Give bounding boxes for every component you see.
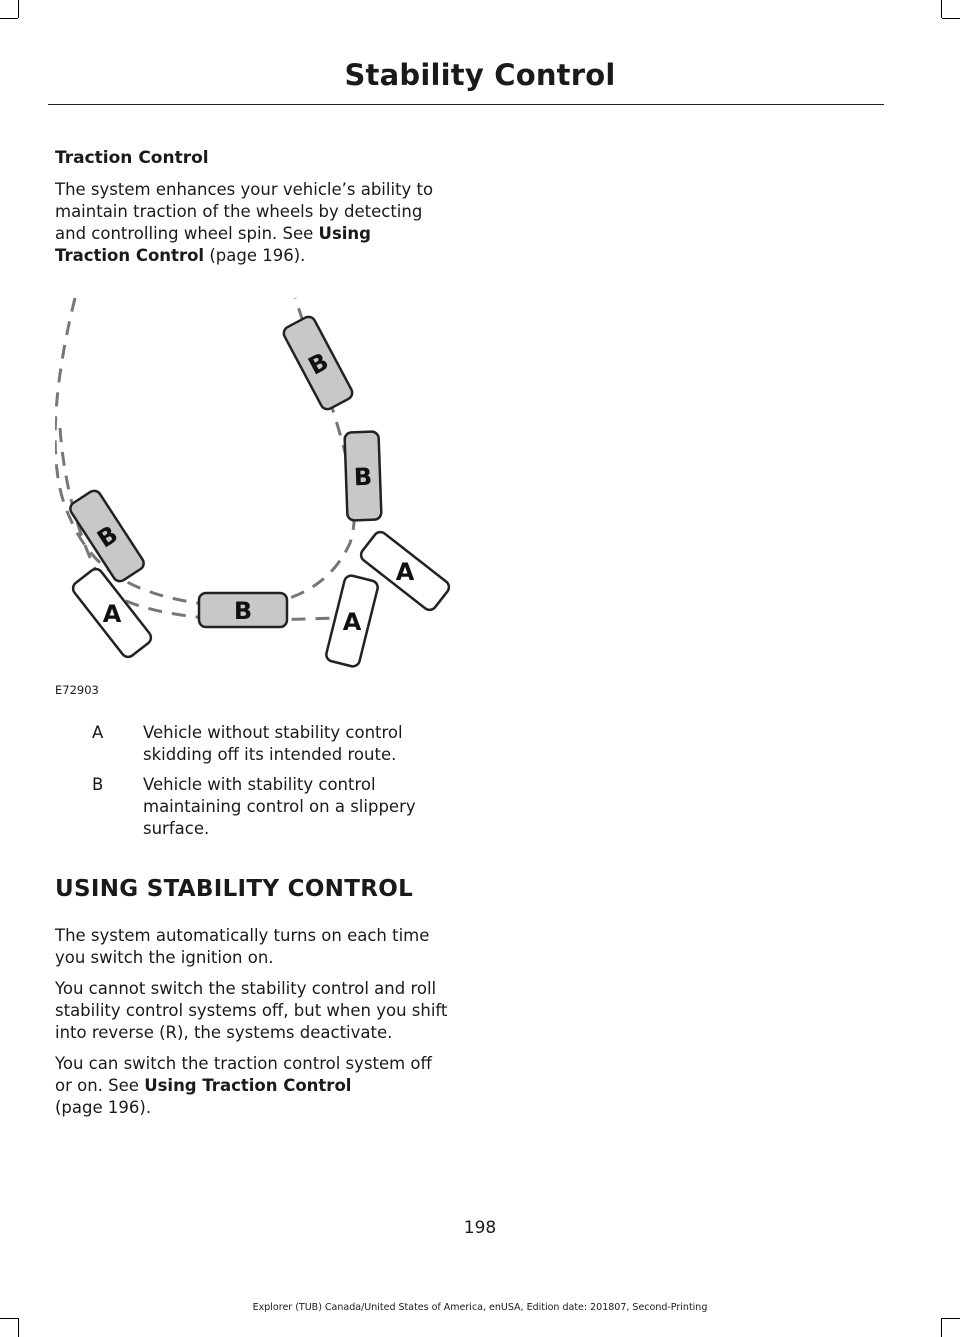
svg-text:B: B [353,462,373,492]
paragraph: You cannot switch the stability control and roll stability control systems off, but when you shift into reverse (R), the systems deactivate. [55,979,448,1042]
page-title: Stability Control [344,58,616,92]
stability-control-illustration [55,288,460,698]
crop-mark [941,1318,942,1337]
page-number: 198 [463,1218,497,1238]
crop-mark [0,1318,18,1319]
legend-key: A [92,723,104,742]
traction-control-heading: Traction Control [55,148,209,168]
crop-mark [0,18,18,19]
svg-text:B: B [233,597,253,625]
svg-text:A: A [102,600,122,628]
section-heading: USING STABILITY CONTROL [55,876,414,902]
vehicle-a-bottom-right [325,574,379,668]
traction-control-section [55,148,450,267]
vehicle-b-right [344,431,381,520]
legend-key: B [92,775,104,794]
crop-mark [942,1318,960,1319]
svg-text:A: A [395,558,415,586]
paragraph: You can switch the traction control system off or on. See Using Traction Control (page 196). [55,1054,432,1117]
header-divider [48,104,884,105]
svg-text:B: B [92,520,123,554]
crop-mark [942,18,960,19]
footer-edition: Explorer (TUB) Canada/United States of America, enUSA, Edition date: 201807, Second-Printing [252,1302,708,1313]
paragraph: The system automatically turns on each time you switch the ignition on. [55,926,430,967]
figure-id: E72903 [55,683,99,697]
vehicle-a-left [70,566,153,659]
crop-mark [941,0,942,18]
using-traction-control-link[interactable]: Using Traction Control [144,1076,352,1095]
using-stability-control-section [55,925,450,1119]
vehicle-b-top [281,314,354,411]
legend-description: Vehicle with stability control maintaining control on a slippery surface. [143,775,416,838]
crop-mark [18,0,19,18]
using-traction-control-link[interactable]: Using Traction Control [55,224,371,265]
svg-text:A: A [342,608,362,636]
vehicle-b-bottom [199,593,287,627]
legend-description: Vehicle without stability control skidding off its intended route. [143,723,403,764]
svg-text:B: B [303,347,334,381]
traction-control-paragraph: The system enhances your vehicle’s ability to maintain traction of the wheels by detecting and controlling wheel spin. See Using Traction Control (page 196). [55,180,434,265]
crop-mark [18,1318,19,1337]
